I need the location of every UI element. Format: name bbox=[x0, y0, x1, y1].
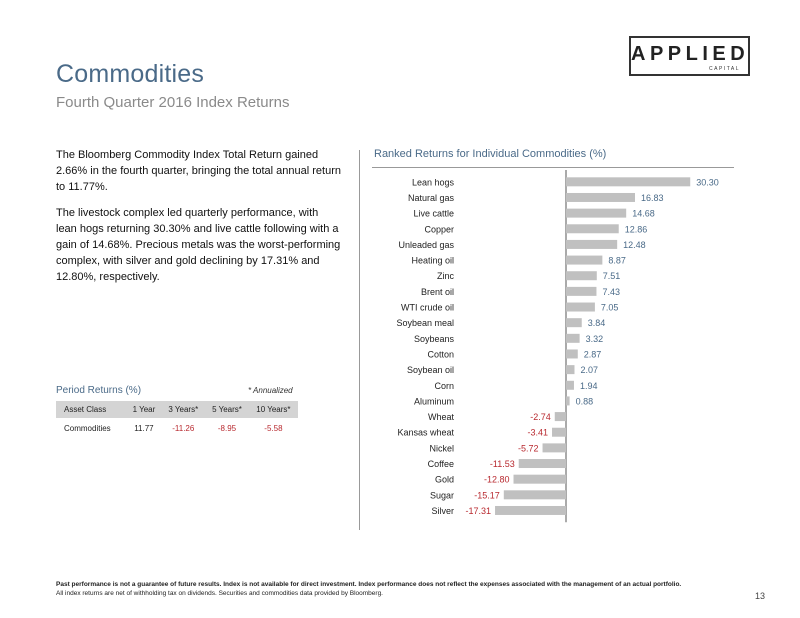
cell-asset-class: Commodities bbox=[64, 424, 111, 433]
bar-unleaded-gas bbox=[566, 240, 617, 249]
value-label: 8.87 bbox=[608, 255, 626, 266]
period-returns-header-row bbox=[56, 401, 298, 418]
bar-soybean-oil bbox=[566, 365, 574, 374]
bar-wti-crude-oil bbox=[566, 303, 595, 312]
period-returns-table bbox=[56, 401, 298, 439]
bar-sugar bbox=[504, 490, 566, 499]
category-label: Coffee bbox=[427, 459, 454, 470]
commentary-paragraph-2: The livestock complex led quarterly performance, with lean hogs returning 30.30% and live cattle following with a gain of 14.68%. Precious metals was the worst-performing complex, with silver and gold declining by 17.31% and 12.80%, respectively. bbox=[56, 207, 341, 283]
category-label: Aluminum bbox=[413, 396, 454, 407]
chart-title-rule bbox=[372, 167, 734, 168]
commentary bbox=[56, 147, 341, 295]
value-label: -11.53 bbox=[489, 459, 515, 470]
logo-sub-text: CAPITAL bbox=[709, 66, 740, 72]
bar-coffee bbox=[519, 459, 566, 468]
value-label: -5.72 bbox=[518, 443, 539, 454]
value-label: 30.30 bbox=[696, 177, 719, 188]
category-label: Unleaded gas bbox=[398, 239, 454, 250]
footer-line-2: All index returns are net of withholding tax on dividends. Securities and commodities data provided by Bloomberg. bbox=[56, 590, 383, 597]
commentary-paragraph-1: The Bloomberg Commodity Index Total Return gained 2.66% in the fourth quarter, bringing the total annual return to 11.77%. bbox=[56, 149, 341, 193]
value-label: 7.43 bbox=[602, 286, 620, 297]
value-label: 7.51 bbox=[602, 271, 621, 282]
category-label: Gold bbox=[434, 474, 454, 485]
page-number: 13 bbox=[755, 591, 766, 601]
page-subtitle: Fourth Quarter 2016 Index Returns bbox=[56, 94, 290, 111]
bar-silver bbox=[495, 506, 566, 515]
category-label: Live cattle bbox=[413, 208, 454, 219]
category-label: Heating oil bbox=[411, 255, 454, 266]
value-label: 14.68 bbox=[632, 208, 655, 219]
value-label: 3.84 bbox=[587, 318, 606, 329]
value-label: -17.31 bbox=[465, 505, 492, 516]
header-1-year: 1 Year bbox=[126, 401, 161, 418]
value-label: -15.17 bbox=[474, 490, 500, 501]
footer-line-1: Past performance is not a guarantee of future results. Index is not available for direct investment. Index performance does not reflect the expenses associated with the management of an actual portfolio. bbox=[56, 581, 682, 588]
category-label: Soybeans bbox=[413, 333, 454, 344]
bar-zinc bbox=[566, 271, 597, 280]
category-label: Silver bbox=[431, 505, 454, 516]
bar-gold bbox=[514, 475, 566, 484]
cell-10-years: -5.58 bbox=[264, 424, 283, 433]
bar-soybean-meal bbox=[566, 318, 582, 327]
header-asset-class: Asset Class bbox=[56, 401, 126, 418]
category-label: Wheat bbox=[427, 412, 454, 423]
value-label: 2.07 bbox=[580, 365, 599, 376]
value-label: 1.94 bbox=[579, 380, 598, 391]
bar-heating-oil bbox=[566, 256, 602, 265]
bar-lean-hogs bbox=[566, 177, 690, 186]
header-10-years: 10 Years* bbox=[249, 401, 298, 418]
bar-kansas-wheat bbox=[552, 428, 566, 437]
category-label: Soybean meal bbox=[396, 318, 454, 329]
ranked-returns-chart bbox=[360, 170, 740, 530]
bar-aluminum bbox=[566, 396, 570, 405]
cell-5-years: -8.95 bbox=[217, 424, 237, 433]
bar-copper bbox=[566, 224, 619, 233]
value-label: -12.80 bbox=[483, 474, 510, 485]
category-label: Brent oil bbox=[420, 286, 454, 297]
value-label: 16.83 bbox=[641, 192, 664, 203]
category-label: Natural gas bbox=[407, 192, 454, 203]
value-label: 3.32 bbox=[585, 333, 604, 344]
category-label: Soybean oil bbox=[406, 365, 454, 376]
category-label: Sugar bbox=[429, 490, 454, 501]
category-label: Nickel bbox=[429, 443, 454, 454]
header-5-years: 5 Years* bbox=[205, 401, 249, 418]
value-label: 7.05 bbox=[600, 302, 619, 313]
category-label: Corn bbox=[434, 380, 454, 391]
bar-cotton bbox=[566, 349, 578, 358]
footer-disclaimer bbox=[56, 580, 681, 598]
category-label: WTI crude oil bbox=[400, 302, 454, 313]
period-returns-title: Period Returns (%) bbox=[56, 385, 142, 396]
bar-brent-oil bbox=[566, 287, 596, 296]
applied-capital-logo bbox=[629, 36, 750, 76]
logo-main-text: APPLIED bbox=[631, 43, 750, 65]
table-row bbox=[56, 418, 298, 439]
bar-corn bbox=[566, 381, 574, 390]
header-3-years: 3 Years* bbox=[161, 401, 205, 418]
category-label: Zinc bbox=[436, 271, 454, 282]
category-label: Copper bbox=[424, 224, 454, 235]
bar-nickel bbox=[543, 443, 566, 452]
cell-1-year: 11.77 bbox=[134, 424, 154, 433]
value-label: 2.87 bbox=[583, 349, 602, 360]
bar-wheat bbox=[555, 412, 566, 421]
category-label: Cotton bbox=[427, 349, 454, 360]
chart-title: Ranked Returns for Individual Commodities (%) bbox=[374, 148, 607, 160]
value-label: 12.86 bbox=[624, 224, 648, 235]
category-label: Lean hogs bbox=[411, 177, 454, 188]
bar-soybeans bbox=[566, 334, 580, 343]
value-label: 12.48 bbox=[623, 239, 646, 250]
annualized-note: * Annualized bbox=[248, 386, 293, 395]
value-label: -2.74 bbox=[530, 412, 551, 423]
value-label: 0.88 bbox=[575, 396, 594, 407]
bar-live-cattle bbox=[566, 209, 626, 218]
page-title: Commodities bbox=[56, 60, 205, 88]
bar-natural-gas bbox=[566, 193, 635, 202]
cell-3-years: -11.26 bbox=[172, 424, 195, 433]
category-label: Kansas wheat bbox=[397, 427, 454, 438]
value-label: -3.41 bbox=[527, 427, 549, 438]
